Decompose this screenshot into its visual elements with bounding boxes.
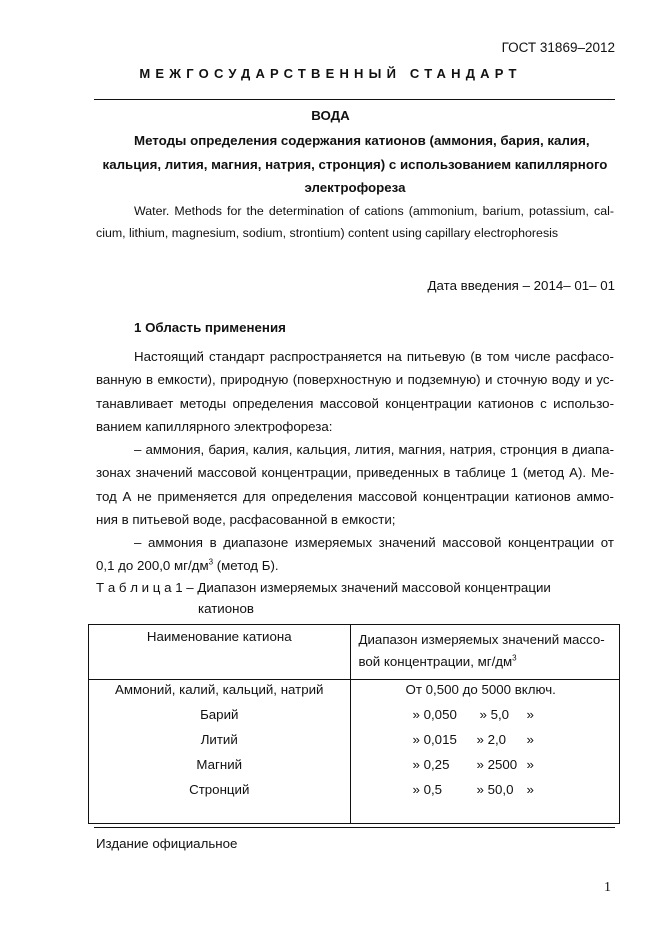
edition-note: Издание официальное [96, 836, 238, 851]
range-from: » 0,050 [412, 707, 457, 722]
superscript: 3 [208, 557, 214, 567]
subtitle-line-1: Методы определения содержания катионов (аммония, бария, калия, [134, 133, 590, 148]
page-number: 1 [604, 880, 611, 895]
range-to: » 2,0 [476, 732, 507, 747]
table-row [89, 705, 620, 730]
gost-number: ГОСТ 31869–2012 [501, 40, 615, 55]
range-to: » 2500 [476, 757, 518, 772]
cell-empty [350, 805, 620, 824]
table-row [89, 680, 620, 706]
paragraph-line: зонах значений массовой концентрации, приведенных в таблице 1 (метод А). Ме- [96, 465, 614, 481]
paragraph-method-a [96, 438, 614, 531]
range-unit-mark: » [526, 782, 534, 797]
range-to: » 50,0 [476, 782, 514, 797]
cell-range [350, 755, 620, 780]
table-row [89, 755, 620, 780]
table-row [89, 730, 620, 755]
method-label: (метод Б). [213, 558, 279, 574]
unit-text: 0,1 до 200,0 мг/дм [96, 558, 209, 574]
paragraph-line: ния в питьевой воде, расфасованной в емкости; [96, 511, 396, 527]
paragraph-line [96, 554, 614, 577]
range-unit-mark: » [526, 757, 534, 772]
header-cation-name: Наименование катиона [89, 625, 351, 680]
paragraph-line: – аммония, бария, калия, кальция, лития, магния, натрия, стронция в диапа- [134, 442, 614, 457]
paragraph-line: ванием капиллярного электрофореза: [96, 418, 333, 434]
introduction-date: Дата введения – 2014– 01– 01 [427, 278, 615, 293]
document-subtitle [96, 129, 614, 200]
paragraph-line: – аммония в диапазоне измеряемых значений массовой концентрации от [134, 535, 614, 550]
subtitle-line-2: кальция, лития, магния, натрия, стронция) с использованием капиллярного [102, 156, 608, 172]
paragraph-method-b [96, 531, 614, 578]
cell-range [350, 680, 620, 706]
cell-cation: Барий [89, 705, 351, 730]
cell-range [350, 705, 620, 730]
range-from: » 0,5 [412, 782, 443, 797]
section-heading: 1 Область применения [134, 320, 286, 335]
table-row [89, 780, 620, 805]
subtitle-line-3: электрофореза [304, 180, 406, 195]
paragraph-scope [96, 345, 614, 438]
range-to: » 5,0 [479, 707, 510, 722]
paragraph-line: танавливает методы определения массовой концентрации катионов с использо- [96, 395, 614, 411]
range-text: От 0,500 до 5000 включ. [405, 682, 556, 697]
header-range-line-1: Диапазон измеряемых значений массо- [358, 632, 605, 647]
footer-divider [94, 827, 615, 828]
standard-type-heading: МЕЖГОСУДАРСТВЕННЫЙ СТАНДАРТ [139, 66, 522, 81]
table-caption: Т а б л и ц а 1 – Диапазон измеряемых значений массовой концентрации [96, 580, 551, 595]
english-title-line-2: cium, lithium, magnesium, sodium, strontium) content using capillary electrophoresis [96, 226, 559, 240]
cell-cation: Стронций [89, 780, 351, 805]
table-bottom-row [89, 805, 620, 824]
cell-cation: Аммоний, калий, кальций, натрий [89, 680, 351, 706]
table-caption-continued: катионов [198, 601, 254, 616]
range-from: » 0,25 [412, 757, 450, 772]
top-divider [94, 99, 615, 100]
header-range-line-2: вой концентрации, мг/дм [358, 654, 513, 669]
range-unit-mark: » [526, 732, 534, 747]
range-from: » 0,015 [412, 732, 457, 747]
header-range [350, 625, 620, 680]
english-title [96, 200, 614, 244]
document-title: ВОДА [311, 108, 350, 123]
table-header-row [89, 625, 620, 680]
paragraph-line: ванную в емкости), природную (поверхностную и подземную) и сточную воду и ус- [96, 372, 614, 388]
cell-cation: Литий [89, 730, 351, 755]
paragraph-line: Настоящий стандарт распространяется на питьевую (в том числе расфасо- [134, 349, 614, 364]
cation-range-table [88, 624, 620, 824]
superscript: 3 [512, 653, 517, 663]
range-unit-mark: » [526, 707, 534, 722]
paragraph-line: тод А не применяется для определения массовой концентрации катионов аммо- [96, 488, 614, 504]
cell-empty [89, 805, 351, 824]
cell-range [350, 780, 620, 805]
english-title-line-1: Water. Methods for the determination of cations (ammonium, barium, potassium, cal- [134, 204, 614, 218]
cell-range [350, 730, 620, 755]
cell-cation: Магний [89, 755, 351, 780]
